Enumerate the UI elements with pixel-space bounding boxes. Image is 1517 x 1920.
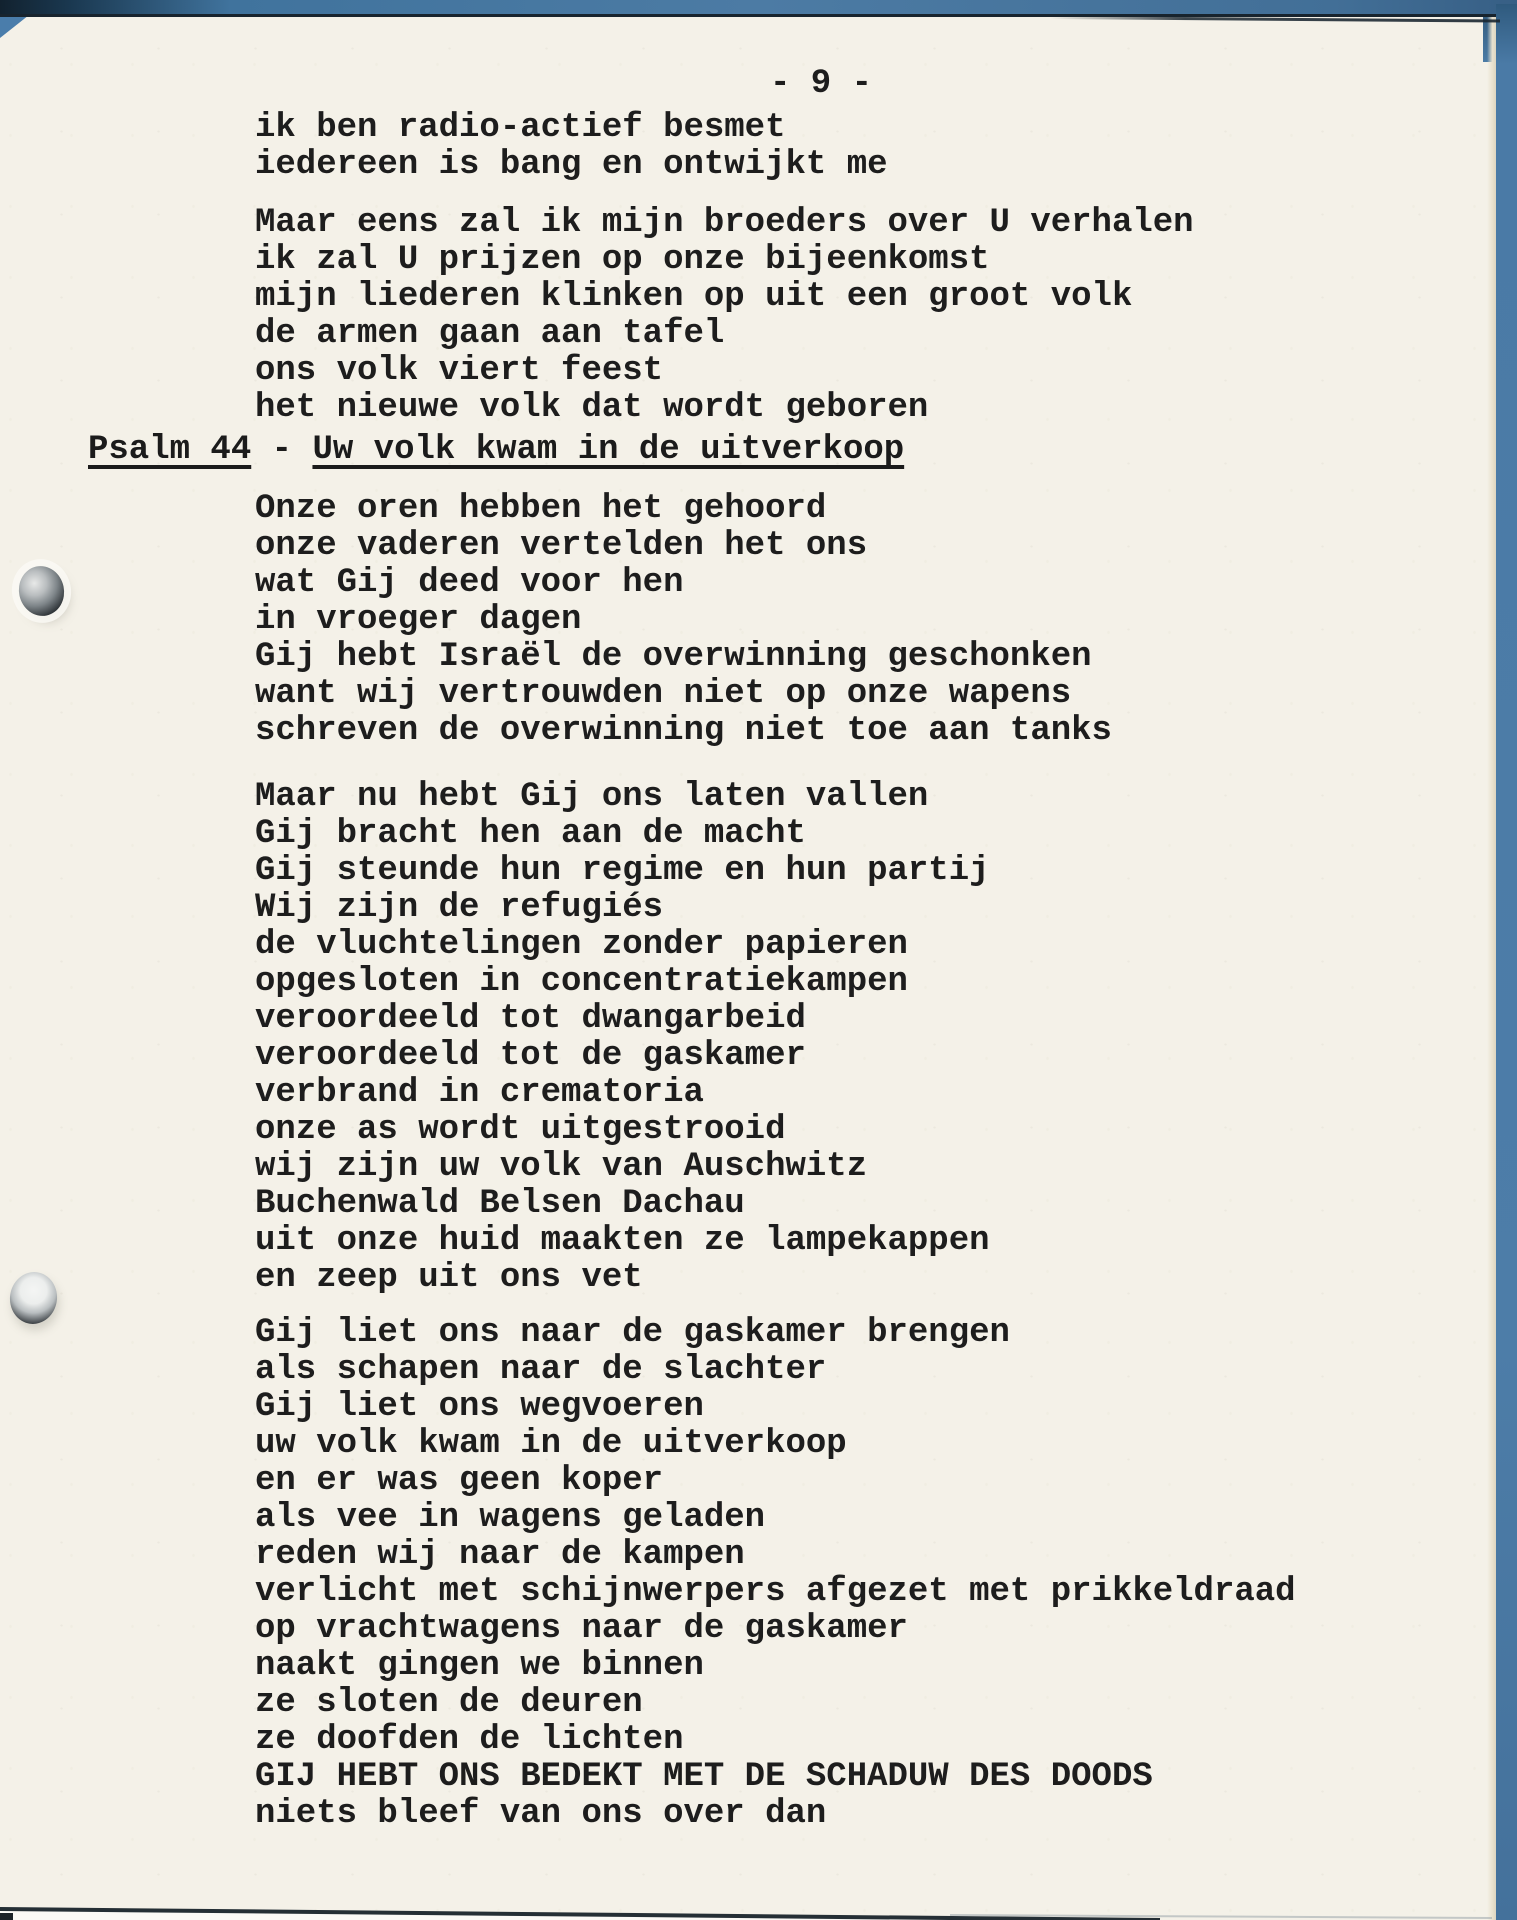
poem-line: ons volk viert feest — [255, 352, 664, 390]
poem-line: ze doofden de lichten — [255, 1721, 684, 1759]
poem-stanza — [255, 110, 888, 184]
poem-line: wat Gij deed voor hen — [255, 564, 684, 602]
poem-line: verlicht met schijnwerpers afgezet met prikkeldraad — [255, 1573, 1296, 1611]
psalm-heading-number: Psalm 44 — [88, 431, 252, 469]
poem-stanza — [255, 779, 990, 1297]
poem-line: Gij bracht hen aan de macht — [255, 815, 806, 853]
poem-line: opgesloten in concentratiekampen — [255, 963, 908, 1001]
poem-line: ik zal U prijzen op onze bijeenkomst — [255, 241, 990, 279]
poem-line: onze vaderen vertelden het ons — [255, 527, 868, 565]
psalm-heading-separator: - — [251, 431, 313, 469]
poem-line: uit onze huid maakten ze lampekappen — [255, 1222, 990, 1260]
poem-line: in vroeger dagen — [255, 601, 582, 639]
poem-line: de vluchtelingen zonder papieren — [255, 926, 908, 964]
poem-line: en zeep uit ons vet — [255, 1259, 643, 1297]
book-cover-top-edge — [0, 0, 1517, 17]
poem-line: Maar eens zal ik mijn broeders over U verhalen — [255, 204, 1194, 242]
poem-line: Gij steunde hun regime en hun partij — [255, 852, 990, 890]
poem-line: niets bleef van ons over dan — [255, 1795, 827, 1833]
page-bottom-edge — [0, 1894, 1517, 1920]
poem-line: Gij hebt Israël de overwinning geschonken — [255, 638, 1092, 676]
poem-line: naakt gingen we binnen — [255, 1647, 704, 1685]
poem-line: reden wij naar de kampen — [255, 1536, 745, 1574]
paper-edge-right — [1487, 6, 1496, 1920]
poem-line: mijn liederen klinken op uit een groot volk — [255, 278, 1133, 316]
poem-line: het nieuwe volk dat wordt geboren — [255, 389, 929, 427]
poem-line: op vrachtwagens naar de gaskamer — [255, 1610, 908, 1648]
poem-line: wij zijn uw volk van Auschwitz — [255, 1148, 868, 1186]
poem-line: ik ben radio-actief besmet — [255, 109, 786, 147]
poem-line: Gij liet ons naar de gaskamer brengen — [255, 1314, 1010, 1352]
poem-line: GIJ HEBT ONS BEDEKT MET DE SCHADUW DES DOODS — [255, 1758, 1153, 1796]
punch-hole-icon — [7, 1269, 61, 1327]
poem-line: veroordeeld tot de gaskamer — [255, 1037, 806, 1075]
poem-line: verbrand in crematoria — [255, 1074, 704, 1112]
poem-line: schreven de overwinning niet toe aan tanks — [255, 712, 1112, 750]
poem-line: Maar nu hebt Gij ons laten vallen — [255, 778, 929, 816]
psalm-heading — [88, 430, 904, 470]
poem-stanza — [255, 205, 1194, 427]
poem-line: Buchenwald Belsen Dachau — [255, 1185, 745, 1223]
psalm-heading-title: Uw volk kwam in de uitverkoop — [312, 431, 905, 469]
poem-line: als schapen naar de slachter — [255, 1351, 827, 1389]
poem-line: Wij zijn de refugiés — [255, 889, 664, 927]
poem-line: uw volk kwam in de uitverkoop — [255, 1425, 847, 1463]
poem-line: iedereen is bang en ontwijkt me — [255, 146, 888, 184]
poem-line: als vee in wagens geladen — [255, 1499, 766, 1537]
poem-line: de armen gaan aan tafel — [255, 315, 725, 353]
book-cover-right-edge — [1496, 4, 1517, 1920]
poem-line: onze as wordt uitgestrooid — [255, 1111, 786, 1149]
poem-line: want wij vertrouwden niet op onze wapens — [255, 675, 1072, 713]
poem-stanza — [255, 1315, 1296, 1833]
poem-line: veroordeeld tot dwangarbeid — [255, 1000, 806, 1038]
poem-stanza — [255, 491, 1112, 750]
poem-line: ze sloten de deuren — [255, 1684, 643, 1722]
poem-line: en er was geen koper — [255, 1462, 664, 1500]
poem-line: Onze oren hebben het gehoord — [255, 490, 827, 528]
page-number: - 9 - — [770, 65, 873, 103]
poem-line: Gij liet ons wegvoeren — [255, 1388, 704, 1426]
punch-hole-icon — [14, 562, 68, 620]
